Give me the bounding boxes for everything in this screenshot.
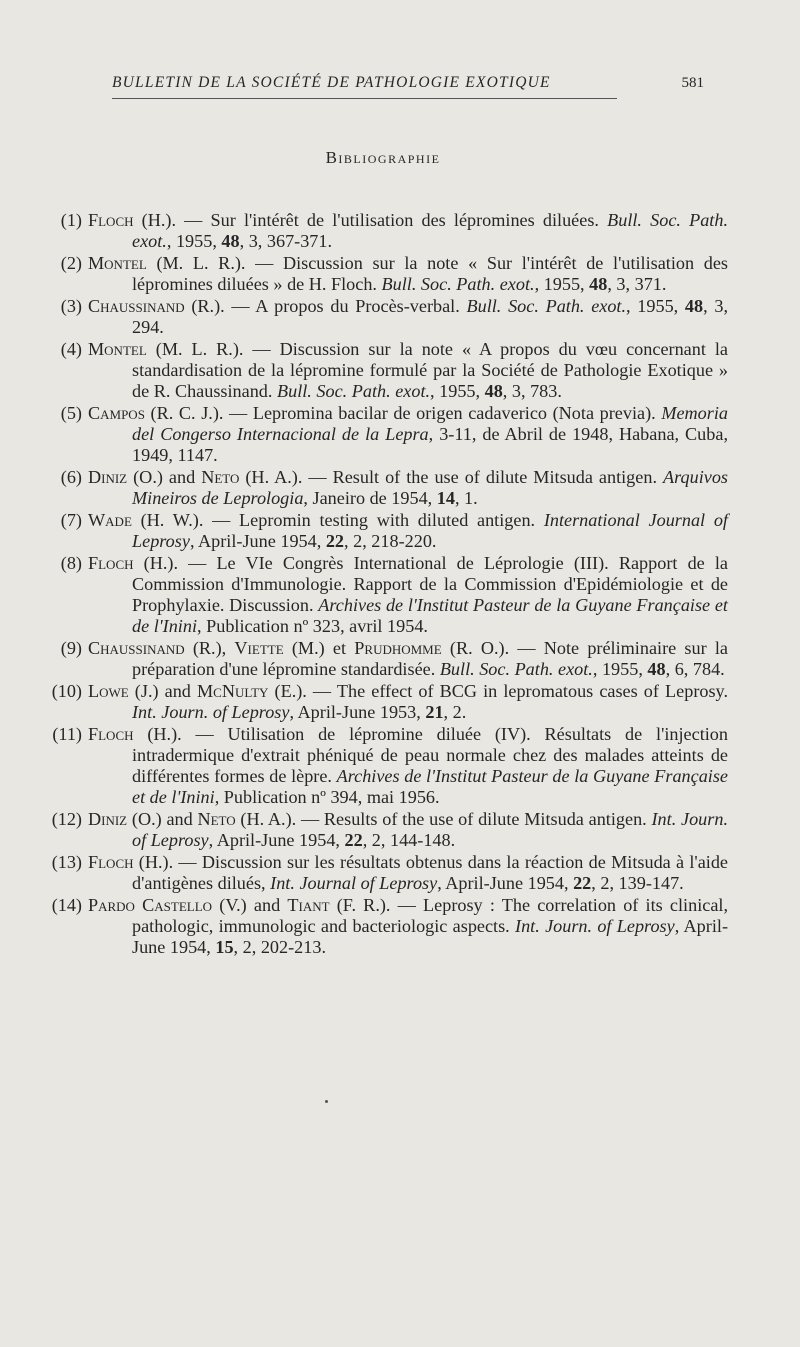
reference-text: (M. L. R.). — Discussion sur la note « Sur l'intérêt de l'utilisation des lépromines diluées » de H. Floch.	[132, 253, 728, 294]
journal-title: Bull. Soc. Path. exot.	[381, 274, 535, 294]
reference-text: (H.). — Sur l'intérêt de l'utilisation des lépromines diluées.	[133, 210, 608, 230]
reference-item	[22, 852, 728, 894]
reference-text: , 3, 371.	[607, 274, 667, 294]
reference-text: , 1955,	[534, 274, 590, 294]
journal-title: International Journal of Leprosy	[132, 510, 728, 551]
reference-text: (H.). — Discussion sur les résultats obtenus dans la réaction de Mitsuda à l'aide d'antigènes dilués,	[132, 852, 728, 893]
reference-text: (R. C. J.). — Lepromina bacilar de origen cadaverico (Nota previa).	[144, 403, 662, 423]
reference-item	[22, 681, 728, 723]
reference-text: , April-June 1954,	[208, 830, 345, 850]
reference-text: , 2, 202-213.	[233, 937, 326, 957]
reference-text: (M.) et	[283, 638, 355, 658]
section-title: Bibliographie	[325, 148, 441, 167]
author-name: Wade	[88, 510, 132, 530]
volume-number: 15	[215, 937, 234, 957]
reference-body	[88, 253, 728, 295]
reference-item	[22, 895, 728, 958]
reference-item	[22, 809, 728, 851]
author-name: Diniz	[88, 467, 128, 487]
reference-number: (10)	[51, 681, 82, 701]
volume-number: 14	[436, 488, 455, 508]
volume-number: 22	[344, 830, 363, 850]
journal-title: Int. Journal of Leprosy	[270, 873, 438, 893]
journal-title: Int. Journ. of Leprosy	[132, 809, 728, 850]
author-name: Viette	[234, 638, 284, 658]
reference-text: , 3, 783.	[502, 381, 562, 401]
reference-text: , April-June 1954,	[437, 873, 574, 893]
reference-body	[88, 467, 728, 509]
author-name: Floch	[88, 724, 134, 744]
author-name: Neto	[197, 809, 236, 829]
reference-body	[88, 510, 728, 552]
author-name: McNulty	[196, 681, 269, 701]
reference-item	[22, 638, 728, 680]
reference-body	[88, 724, 729, 808]
reference-number: (4)	[60, 339, 82, 359]
author-name: Chaussinand	[88, 638, 185, 658]
reference-text: (H. A.). — Results of the use of dilute Mitsuda antigen.	[235, 809, 652, 829]
print-speck	[325, 1100, 328, 1103]
reference-text: , 1955,	[166, 231, 222, 251]
reference-text: (H. W.). — Lepromin testing with diluted antigen.	[131, 510, 544, 530]
reference-body	[88, 339, 728, 402]
author-name: Chaussinand	[88, 296, 185, 316]
journal-title: Arquivos Mineiros de Leprologia	[132, 467, 728, 508]
reference-text: (R.),	[184, 638, 235, 658]
reference-body	[88, 681, 729, 723]
journal-title: Int. Journ. of Leprosy	[515, 916, 675, 936]
journal-title: Bull. Soc. Path. exot.	[277, 381, 431, 401]
reference-text: (O.) and	[127, 809, 198, 829]
volume-number: 48	[647, 659, 666, 679]
reference-item	[22, 339, 728, 402]
reference-item	[22, 467, 728, 509]
reference-item	[22, 403, 728, 466]
reference-body	[88, 895, 728, 958]
reference-text: (M. L. R.). — Discussion sur la note « A propos du vœu concernant la standardisation de la lépromine formulé par la Société de Pathologie Exotique » de R. Chaussinand.	[132, 339, 728, 401]
reference-text: , April-June 1954,	[132, 916, 728, 957]
reference-text: (H.). — Utilisation de lépromine diluée (IV). Résultats de l'injection intradermique d'extrait phéniqué de peau normale chez des malades atteints de différentes formes de lèpre.	[132, 724, 728, 786]
reference-text: , Publication nº 394, mai 1956.	[214, 787, 440, 807]
volume-number: 48	[684, 296, 704, 316]
volume-number: 22	[325, 531, 345, 551]
reference-item	[22, 553, 728, 637]
journal-title: Memoria del Congerso Internacional de la Lepra	[132, 403, 728, 444]
reference-number: (11)	[52, 724, 82, 744]
reference-number: (2)	[60, 253, 82, 273]
reference-number: (3)	[60, 296, 82, 316]
reference-text: , 1955,	[592, 659, 648, 679]
reference-text: , April-June 1954,	[189, 531, 326, 551]
reference-text: (R. O.). — Note préliminaire sur la préparation d'une lépromine standardisée.	[132, 638, 729, 679]
author-name: Tiant	[287, 895, 330, 915]
author-name: Montel	[88, 253, 147, 273]
volume-number: 48	[589, 274, 608, 294]
reference-text: (R.). — A propos du Procès-verbal.	[184, 296, 467, 316]
reference-number: (7)	[60, 510, 82, 530]
reference-text: , 3, 294.	[132, 296, 729, 337]
reference-item	[22, 724, 728, 808]
reference-body	[88, 296, 729, 338]
reference-text: (J.) and	[128, 681, 197, 701]
reference-text: , 3, 367-371.	[239, 231, 333, 251]
reference-text: , 1955,	[430, 381, 485, 401]
reference-item	[22, 253, 728, 295]
journal-title: Int. Journ. of Leprosy	[132, 702, 290, 722]
reference-item	[22, 210, 728, 252]
reference-item	[22, 296, 728, 338]
journal-title: Bull. Soc. Path. exot.	[466, 296, 627, 316]
volume-number: 22	[573, 873, 592, 893]
reference-number: (12)	[51, 809, 82, 829]
reference-text: , 2, 144-148.	[362, 830, 456, 850]
reference-text: (E.). — The effect of BCG in lepromatous cases of Leprosy.	[268, 681, 729, 701]
reference-text: , 2.	[443, 702, 467, 722]
author-name: Campos	[88, 403, 145, 423]
reference-number: (14)	[51, 895, 82, 915]
journal-title: Archives de l'Institut Pasteur de la Guyane Française et de l'Inini	[132, 766, 729, 807]
reference-text: , 2, 139-147.	[591, 873, 684, 893]
reference-number: (8)	[60, 553, 82, 573]
page-number: 581	[681, 75, 704, 91]
running-title: BULLETIN DE LA SOCIÉTÉ DE PATHOLOGIE EXOTIQUE	[112, 74, 551, 91]
reference-number: (5)	[60, 403, 82, 423]
reference-body	[88, 553, 728, 637]
reference-text: , 2, 218-220.	[344, 531, 437, 551]
reference-text: (O.) and	[127, 467, 202, 487]
author-name: Diniz	[88, 809, 128, 829]
reference-body	[88, 852, 728, 894]
reference-body	[88, 638, 729, 680]
reference-text: (H. A.). — Result of the use of dilute Mitsuda antigen.	[239, 467, 663, 487]
reference-text: , 1.	[454, 488, 478, 508]
running-header	[112, 74, 704, 92]
reference-number: (9)	[60, 638, 82, 658]
reference-text: , Publication nº 323, avril 1954.	[197, 616, 428, 636]
reference-text: , 1955,	[626, 296, 685, 316]
reference-number: (13)	[51, 852, 82, 872]
reference-text: , Janeiro de 1954,	[303, 488, 437, 508]
header-rule	[112, 98, 617, 99]
reference-body	[88, 210, 728, 252]
author-name: Prudhomme	[354, 638, 442, 658]
author-name: Neto	[201, 467, 240, 487]
reference-text: , 3-11, de Abril de 1948, Habana, Cuba, 1949, 1147.	[132, 424, 728, 465]
reference-text: (F. R.). — Leprosy : The correlation of its clinical, pathologic, immunologic and bacteriologic aspects.	[132, 895, 728, 936]
reference-number: (1)	[60, 210, 82, 230]
author-name: Montel	[88, 339, 147, 359]
journal-title: Archives de l'Institut Pasteur de la Guyane Française et de l'Inini	[132, 595, 728, 636]
reference-text: (V.) and	[212, 895, 288, 915]
journal-title: Bull. Soc. Path. exot.	[439, 659, 593, 679]
author-name: Floch	[88, 210, 134, 230]
author-name: Floch	[88, 553, 134, 573]
bibliography-list	[22, 210, 728, 959]
volume-number: 48	[221, 231, 240, 251]
author-name: Lowe	[88, 681, 129, 701]
reference-text: (H.). — Le VIe Congrès International de Léprologie (III). Rapport de la Commission d'Immunologie. Rapport de la Commission d'Epidémiologie et de Prophylaxie. Discussion.	[132, 553, 728, 615]
reference-text: , April-June 1953,	[289, 702, 426, 722]
reference-body	[88, 403, 728, 466]
volume-number: 21	[425, 702, 444, 722]
author-name: Pardo Castello	[88, 895, 213, 915]
author-name: Floch	[88, 852, 134, 872]
reference-item	[22, 510, 728, 552]
reference-number: (6)	[60, 467, 82, 487]
reference-body	[88, 809, 728, 851]
reference-text: , 6, 784.	[665, 659, 725, 679]
journal-title: Bull. Soc. Path. exot.	[132, 210, 728, 251]
volume-number: 48	[484, 381, 503, 401]
